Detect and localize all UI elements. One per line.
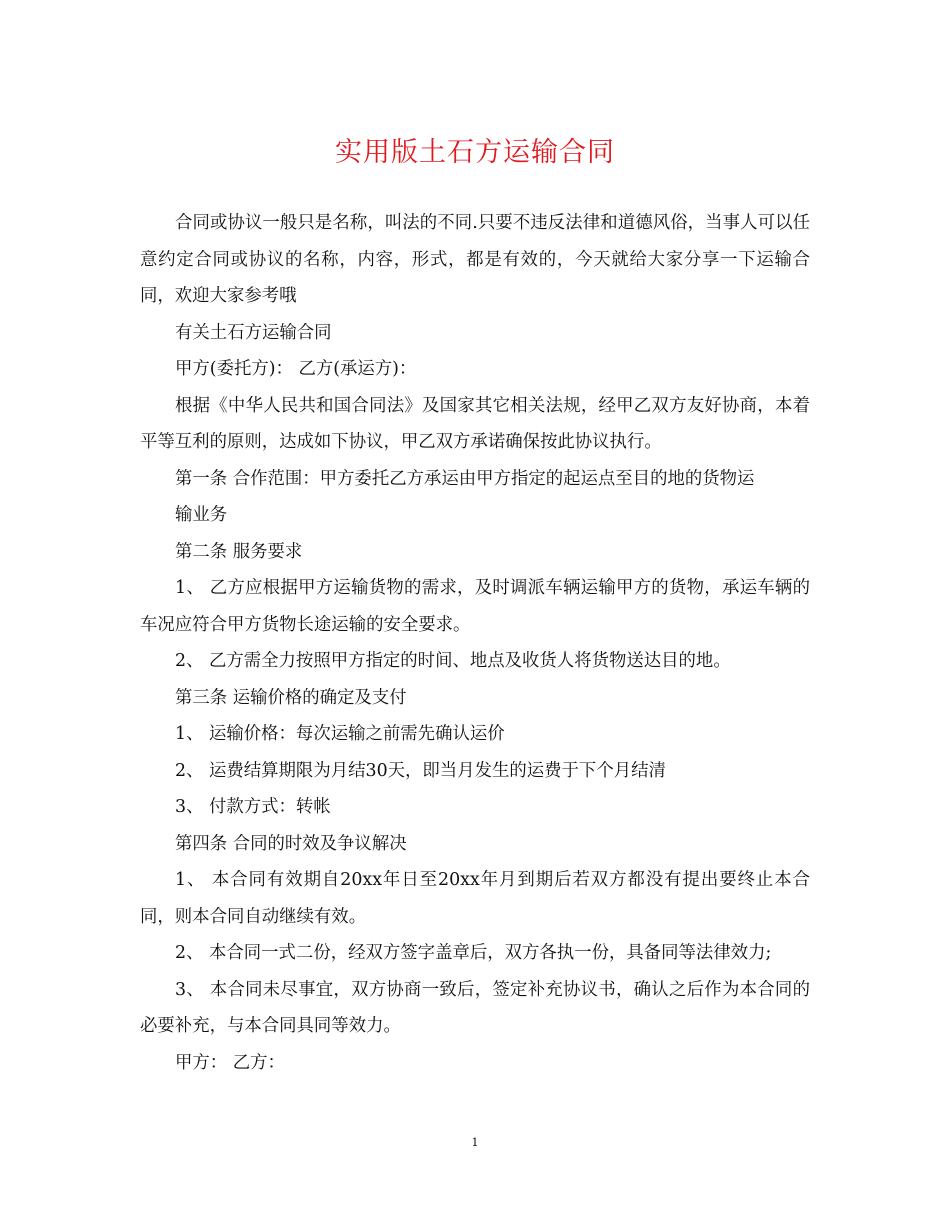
paragraph: 根据《中华人民共和国合同法》及国家其它相关法规，经甲乙双方友好协商，本着平等互利的原则，达成如下协议，甲乙双方承诺确保按此协议执行。 [140,395,810,452]
paragraph: 甲方： 乙方： [175,1052,285,1073]
paragraph: 1、 运输价格：每次运输之前需先确认运价 [175,724,505,744]
paragraph: 第二条 服务要求 [175,541,303,562]
paragraph: 2、 乙方需全力按照甲方指定的时间、地点及收货人将货物送达目的地。 [175,651,731,671]
paragraph: 3、 本合同未尽事宜，双方协商一致后，签定补充协议书，确认之后作为本合同的必要补充，与本合同具同等效力。 [140,979,810,1036]
paragraph: 1、 乙方应根据甲方运输货物的需求，及时调派车辆运输甲方的货物，承运车辆的车况应符合甲方货物长途运输的安全要求。 [140,578,810,635]
paragraph: 1、 本合同有效期自20xx年日至20xx年月到期后若双方都没有提出要终止本合同，则本合同自动继续有效。 [140,870,810,927]
paragraph: 甲方(委托方)： 乙方(承运方)： [175,359,417,379]
paragraph: 第三条 运输价格的确定及支付 [175,687,407,708]
document-title: 实用版土石方运输合同 [335,137,615,168]
document-body [140,205,810,1081]
paragraph: 第一条 合作范围：甲方委托乙方承运由甲方指定的起运点至目的地的货物运 [175,468,755,489]
paragraph: 2、 运费结算期限为月结30天，即当月发生的运费于下个月结清 [175,760,666,781]
paragraph: 2、 本合同一式二份，经双方签字盖章后，双方各执一份，具备同等法律效力; [175,943,772,963]
paragraph: 合同或协议一般只是名称，叫法的不同.只要不违反法律和道德风俗，当事人可以任意约定合同或协议的名称，内容，形式，都是有效的，今天就给大家分享一下运输合同，欢迎大家参考哦 [140,213,810,306]
page-number: 1 [471,1136,479,1149]
paragraph: 3、 付款方式：转帐 [175,797,331,817]
paragraph: 输业务 [175,505,228,525]
paragraph: 有关土石方运输合同 [175,322,332,343]
paragraph: 第四条 合同的时效及争议解决 [175,833,407,854]
